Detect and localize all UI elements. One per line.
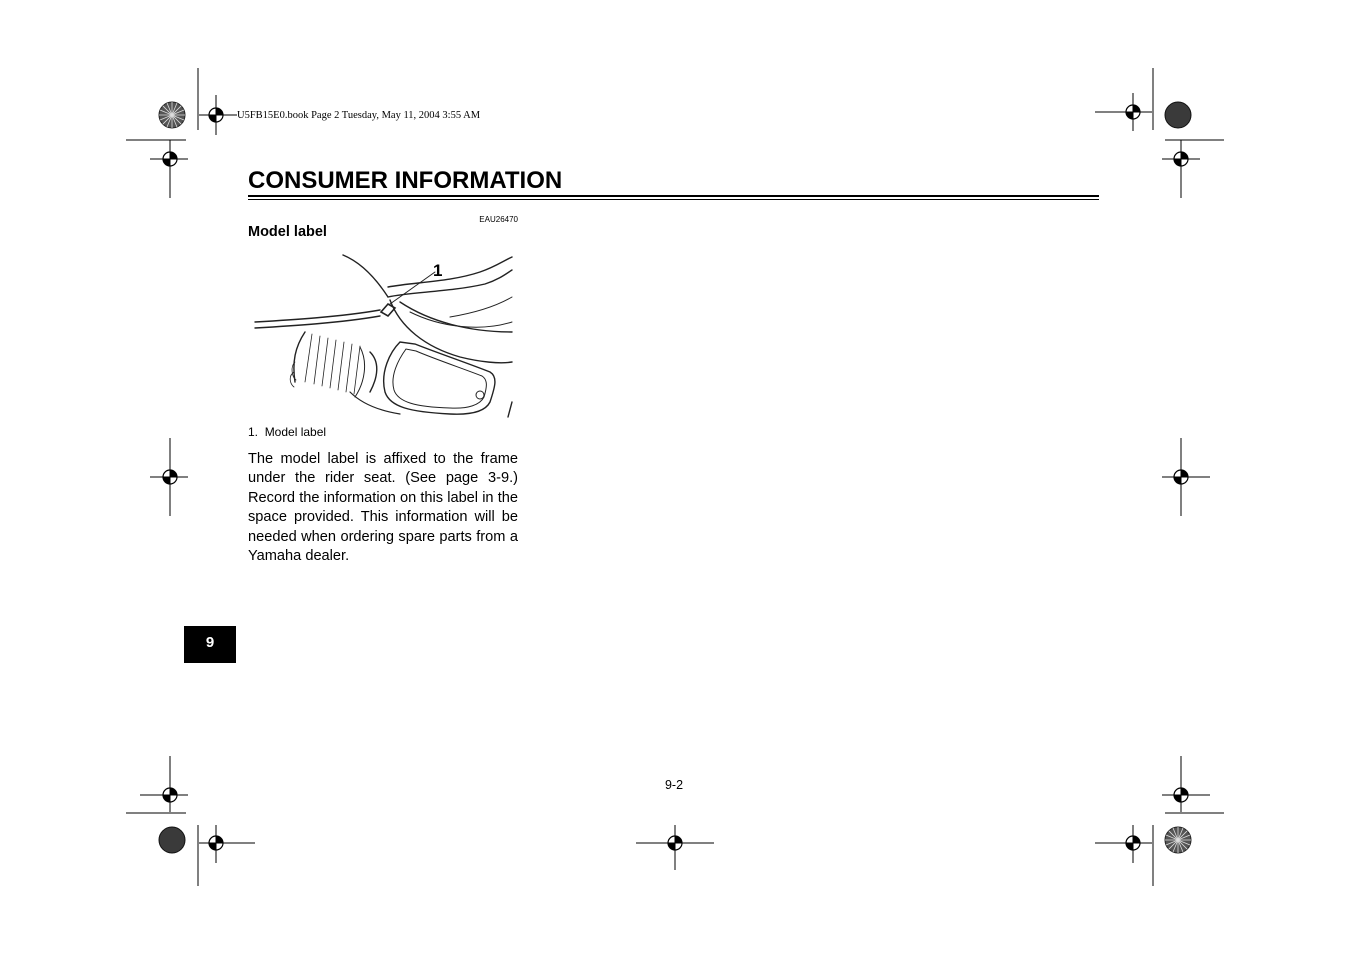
figure-caption bbox=[248, 425, 326, 439]
body-text: The model label is affixed to the frame under the rider seat. (See page 3-9.) Record the information on this label in the space provided. This information will be needed when ordering spare parts from a Yamaha dealer. bbox=[248, 451, 518, 565]
caption-text: Model label bbox=[264, 425, 327, 439]
caption-number: 1. bbox=[248, 425, 259, 439]
page-number: 9-2 bbox=[664, 778, 684, 792]
figure-callout-number: 1 bbox=[433, 261, 443, 280]
section-title: Model label bbox=[248, 224, 327, 240]
title-rule-thin bbox=[248, 199, 1099, 200]
chapter-tab: 9 bbox=[184, 626, 236, 663]
title-rule-thick bbox=[248, 195, 1099, 197]
page-title: CONSUMER INFORMATION bbox=[248, 167, 563, 194]
book-info-header: U5FB15E0.book Page 2 Tuesday, May 11, 2004 3:55 AM bbox=[237, 110, 481, 121]
section-code: EAU26470 bbox=[479, 215, 518, 224]
model-label-illustration bbox=[250, 252, 518, 422]
